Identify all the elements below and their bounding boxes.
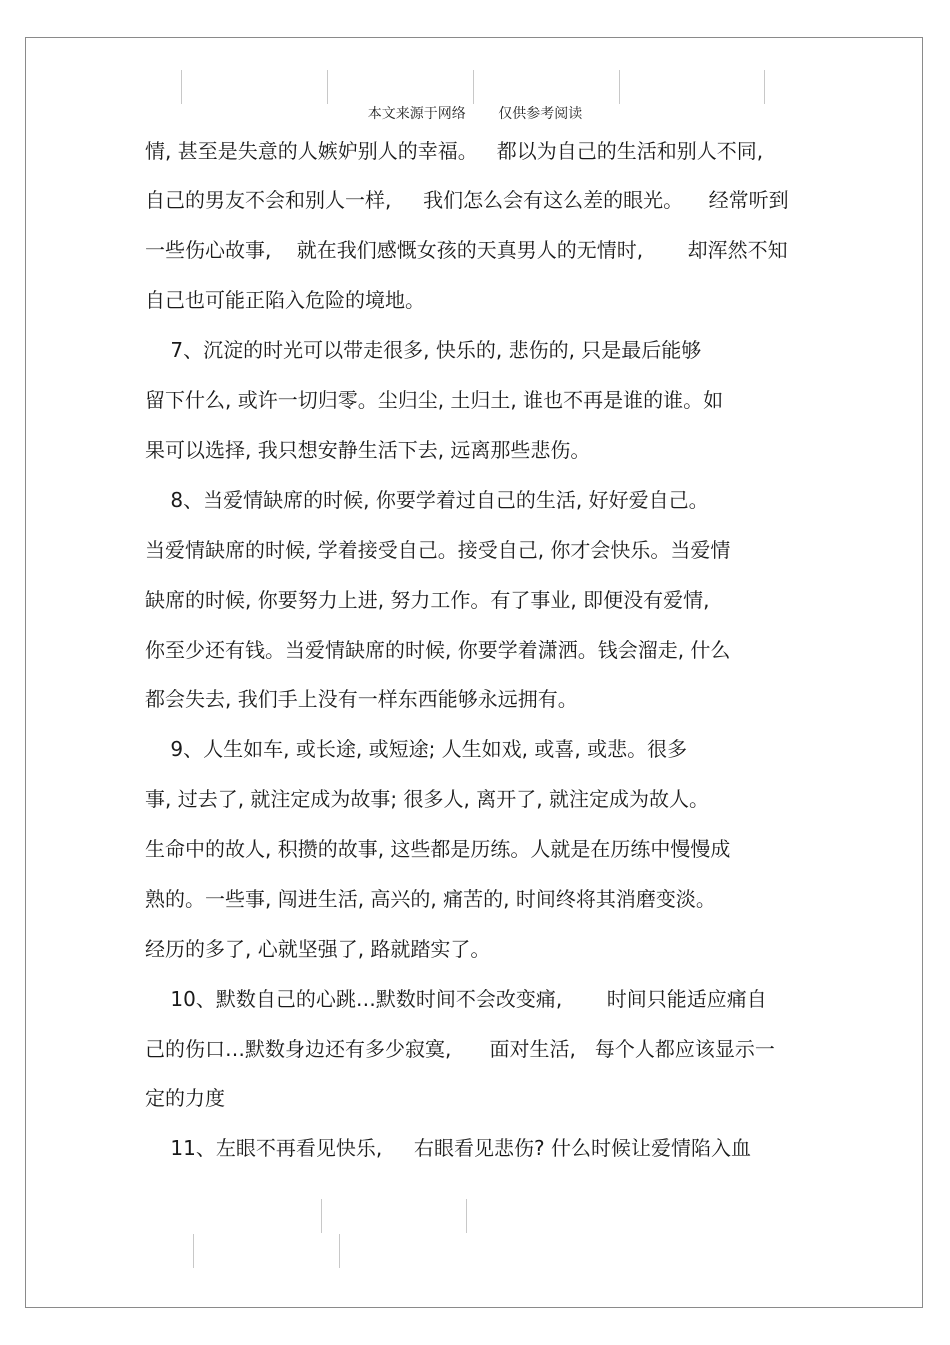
text-line: 都会失去, 我们手上没有一样东西能够永远拥有。 [145,687,578,711]
top-rule-5 [764,70,765,104]
top-rule-3 [473,70,474,104]
bottom-rule-1 [321,1199,322,1233]
top-rule-1 [181,70,182,104]
bottom-rule-3 [193,1234,194,1268]
text-line: 留下什么, 或许一切归零。尘归尘, 土归土, 谁也不再是谁的谁。如 [145,388,724,412]
text-line: 定的力度 [145,1086,225,1110]
text-line: 事, 过去了, 就注定成为故事; 很多人, 离开了, 就注定成为故人。 [145,787,709,811]
text-line: 当爱情缺席的时候, 学着接受自己。接受自己, 你才会快乐。当爱情 [145,538,731,562]
text-line: 7、沉淀的时光可以带走很多, 快乐的, 悲伤的, 只是最后能够 [145,338,702,362]
header-reference-note: 仅供参考阅读 [498,106,583,122]
text-line: 经历的多了, 心就坚强了, 路就踏实了。 [145,937,491,961]
page-border [25,37,923,1308]
text-line: 果可以选择, 我只想安静生活下去, 远离那些悲伤。 [145,438,591,462]
text-line: 熟的。一些事, 闯进生活, 高兴的, 痛苦的, 时间终将其消磨变淡。 [145,887,716,911]
top-rule-4 [619,70,620,104]
bottom-rule-2 [466,1199,467,1233]
text-line: 9、人生如车, 或长途, 或短途; 人生如戏, 或喜, 或悲。很多 [145,737,688,761]
text-line: 11、左眼不再看见快乐, 右眼看见悲伤? 什么时候让爱情陷入血 [145,1136,751,1160]
text-line: 自己的男友不会和别人一样, 我们怎么会有这么差的眼光。 经常听到 [145,188,789,212]
top-rule-2 [327,70,328,104]
page-header [0,103,950,123]
text-line: 缺席的时候, 你要努力上进, 努力工作。有了事业, 即便没有爱情, [145,588,710,612]
text-line: 你至少还有钱。当爱情缺席的时候, 你要学着潇洒。钱会溜走, 什么 [145,638,731,662]
header-source-note: 本文来源于网络 [367,106,466,122]
text-line: 一些伤心故事, 就在我们感慨女孩的天真男人的无情时, 却浑然不知 [145,238,788,262]
text-line: 8、当爱情缺席的时候, 你要学着过自己的生活, 好好爱自己。 [145,488,709,512]
text-line: 生命中的故人, 积攒的故事, 这些都是历练。人就是在历练中慢慢成 [145,837,731,861]
text-line: 自己也可能正陷入危险的境地。 [145,288,425,312]
text-line: 情, 甚至是失意的人嫉妒别人的幸福。 都以为自己的生活和别人不同, [145,139,764,163]
text-line: 己的伤口…默数身边还有多少寂寞, 面对生活, 每个人都应该显示一 [145,1037,775,1061]
text-line: 10、默数自己的心跳…默数时间不会改变痛, 时间只能适应痛自 [145,987,767,1011]
bottom-rule-4 [339,1234,340,1268]
